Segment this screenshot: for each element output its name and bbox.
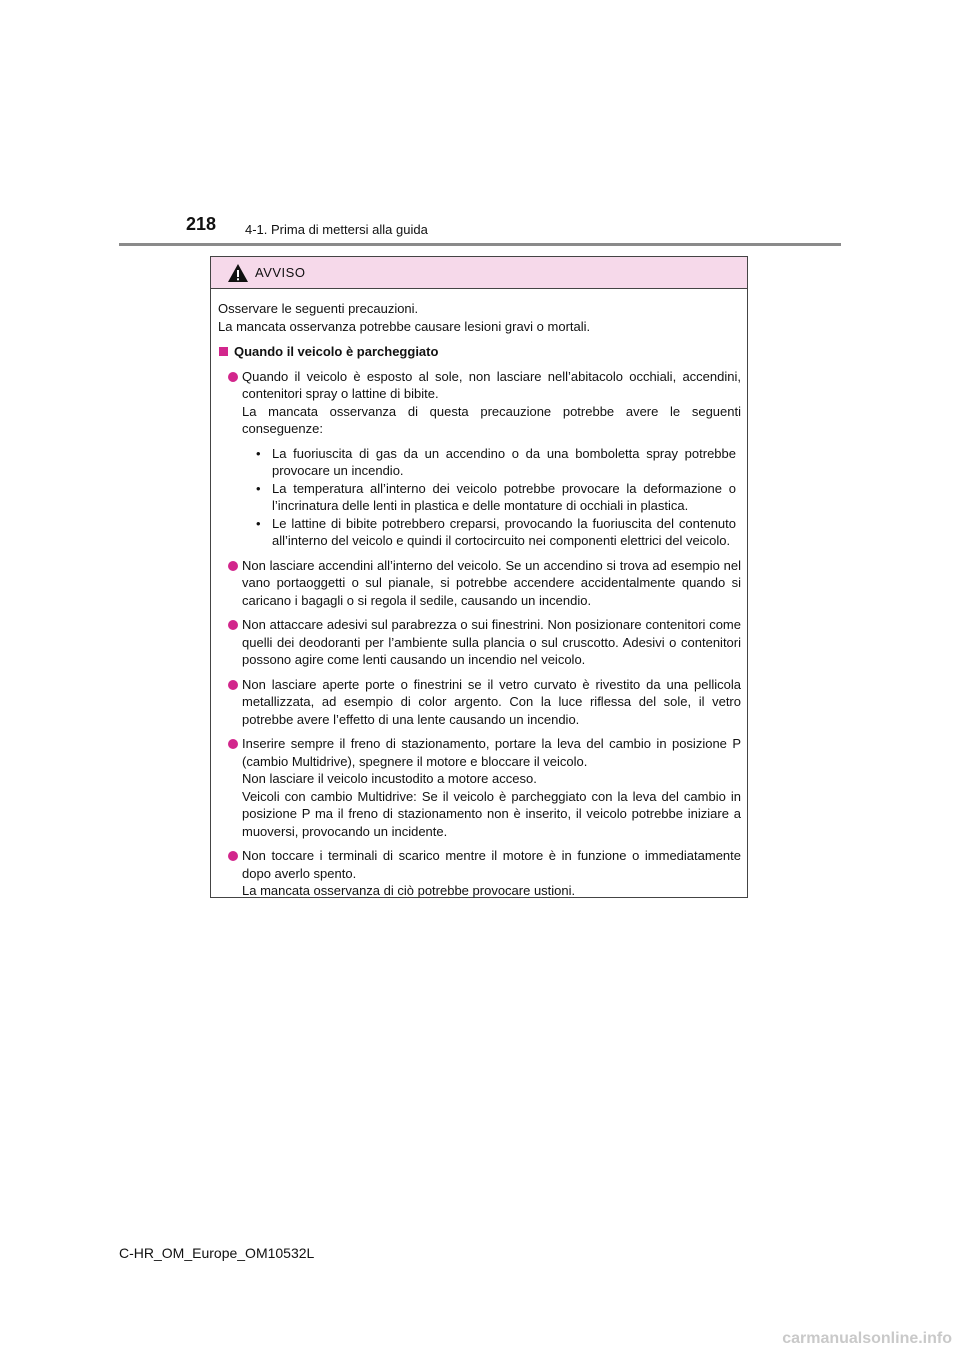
warning-triangle-icon — [227, 263, 249, 283]
header-rule — [119, 243, 841, 246]
square-bullet-icon — [219, 347, 228, 356]
warning-intro — [218, 300, 741, 335]
bullet-mark: • — [256, 480, 261, 496]
page-number: 218 — [186, 214, 217, 234]
item-paragraph: Non attaccare adesivi sul parabrezza o sui finestrini. Non posizionare contenitori come quelli dei deodoranti per l’ambiente sulla plancia o sul cruscotto. Adesivi o contenitori possono agire come lenti causando un incendio nel veicolo. — [242, 617, 741, 667]
item-paragraph: Quando il veicolo è esposto al sole, non lasciare nell’abitacolo occhiali, accendini, contenitori spray o lattine di bibite. — [242, 368, 741, 401]
warning-item — [218, 616, 741, 669]
subheading-text: Quando il veicolo è parcheggiato — [234, 344, 439, 359]
item-paragraph: Non lasciare accendini all’interno del veicolo. Se un accendino si trova ad esempio nel vano portaoggetti o sul pianale, si potrebbe accendere accidentalmente quando si caricano i bagagli o si regola il sedile, causando un incendio. — [242, 557, 741, 608]
consequence-list — [242, 445, 741, 550]
item-paragraph: Non toccare i terminali di scarico mentre il motore è in funzione o immediatamente dopo averlo spento. — [242, 848, 741, 881]
warning-item — [218, 847, 741, 900]
item-paragraph: Veicoli con cambio Multidrive: Se il veicolo è parcheggiato con la leva del cambio in posizione P ma il freno di stazionamento non è inserito, il veicolo potrebbe iniziare a muoversi, provocando un incidente. — [242, 788, 741, 839]
watermark: carmanualsonline.info — [782, 1330, 952, 1347]
item-paragraph: Non lasciare il veicolo incustodito a motore acceso. — [242, 771, 537, 786]
intro-line: La mancata osservanza potrebbe causare lesioni gravi o mortali. — [218, 318, 591, 334]
consequence-item — [242, 445, 741, 480]
warning-item — [218, 557, 741, 610]
warning-body — [211, 289, 747, 900]
page-header — [0, 0, 960, 250]
warning-title: AVVISO — [255, 265, 306, 280]
consequence-text: Le lattine di bibite potrebbero creparsi, provocando la fuoriuscita del contenuto all’interno del veicolo e quindi il cortocircuito nei componenti elettrici del veicolo. — [272, 515, 736, 548]
circle-bullet-icon — [228, 851, 238, 861]
circle-bullet-icon — [228, 739, 238, 749]
section-title: 4-1. Prima di mettersi alla guida — [245, 222, 428, 237]
intro-line: Osservare le seguenti precauzioni. — [218, 301, 419, 316]
warning-subheading — [218, 343, 741, 361]
item-paragraph: La mancata osservanza di ciò potrebbe provocare ustioni. — [242, 883, 576, 898]
consequence-text: La fuoriuscita di gas da un accendino o da una bomboletta spray potrebbe provocare un incendio. — [272, 445, 736, 478]
circle-bullet-icon — [228, 372, 238, 382]
item-paragraph: Inserire sempre il freno di stazionamento, portare la leva del cambio in posizione P (cambio Multidrive), spegnere il motore e bloccare il veicolo. — [242, 736, 741, 769]
circle-bullet-icon — [228, 620, 238, 630]
item-paragraph: Non lasciare aperte porte o finestrini se il vetro curvato è rivestito da una pellicola metallizzata, ad esempio di color argento. Con la luce riflessa del sole, il vetro potrebbe avere l’effetto di una lente causando un incendio. — [242, 676, 741, 727]
manual-code: C-HR_OM_Europe_OM10532L — [119, 1245, 315, 1261]
warning-box — [210, 256, 748, 898]
warning-item — [218, 676, 741, 729]
warning-header — [211, 257, 747, 289]
consequence-item — [242, 515, 741, 550]
warning-item — [218, 368, 741, 550]
circle-bullet-icon — [228, 561, 238, 571]
item-paragraph: La mancata osservanza di questa precauzione potrebbe avere le seguenti conseguenze: — [242, 403, 741, 436]
bullet-mark: • — [256, 445, 261, 461]
warning-item — [218, 735, 741, 840]
consequence-text: La temperatura all’interno dei veicolo potrebbe provocare la deformazione o l’incrinatura delle lenti in plastica e delle montature di occhiali in plastica. — [272, 480, 736, 513]
consequence-item — [242, 480, 741, 515]
bullet-mark: • — [256, 515, 261, 531]
circle-bullet-icon — [228, 680, 238, 690]
